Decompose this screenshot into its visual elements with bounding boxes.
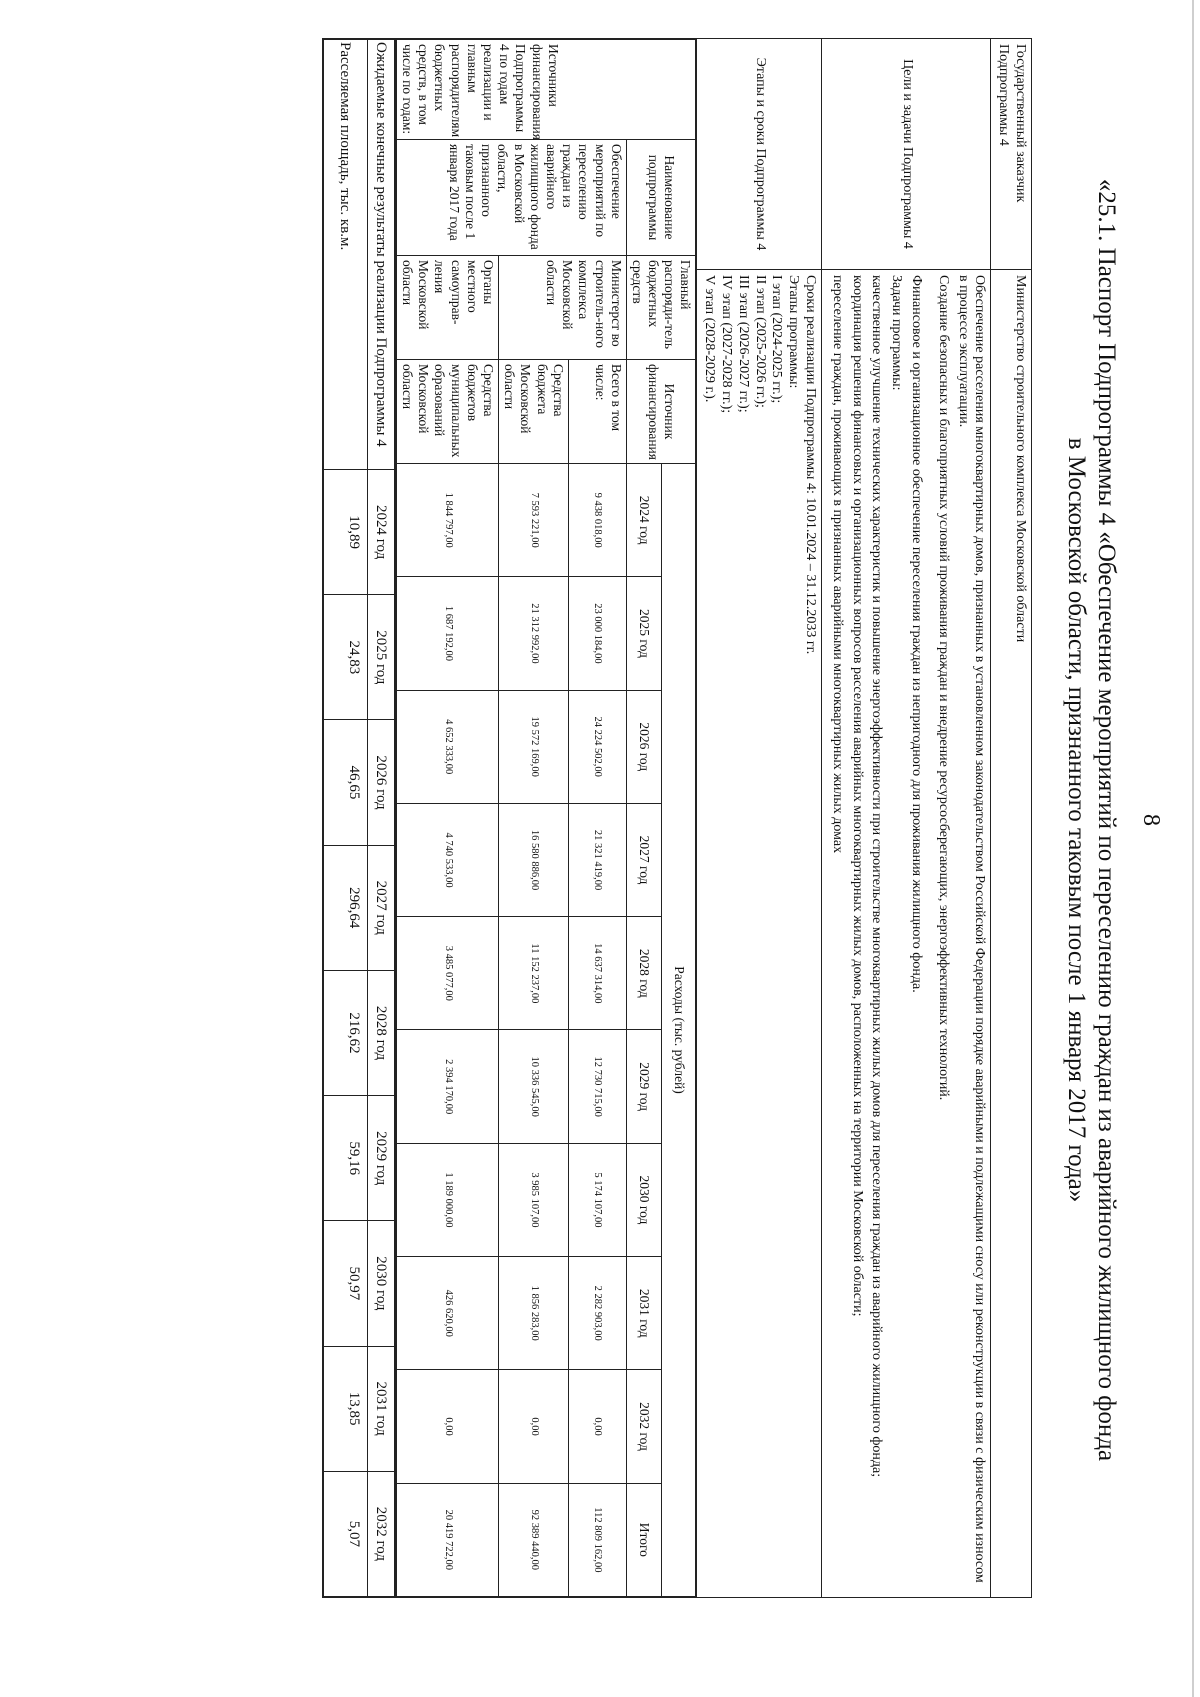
- results-table: [323, 39, 395, 1597]
- program-name: Обеспечение мероприятий по переселению граждан из аварийного жилищного фонда в Московской области, признанного таковым после 1 января 2017 года: [396, 140, 626, 256]
- year-header: 2031 год: [367, 1346, 394, 1471]
- stages-label: Этапы и сроки Подпрограммы 4: [697, 39, 822, 270]
- customer-label: Государственный заказчик Подпрограммы 4: [991, 39, 1032, 270]
- funding-source: Средства бюджета Московской области: [498, 360, 568, 464]
- table-cell: 23 000 184,00: [568, 577, 626, 690]
- table-cell: 4 740 533,00: [396, 803, 498, 916]
- year-header: 2025 год: [367, 595, 394, 720]
- col-program-name: Наименование подпрограммы: [626, 140, 696, 256]
- financing-table: [396, 39, 697, 1597]
- table-cell: 21 321 419,00: [568, 803, 626, 916]
- year-header: 2031 год: [626, 1257, 661, 1370]
- table-cell: 10 336 545,00: [498, 1030, 568, 1143]
- funding-source: Всего в том числе:: [568, 360, 626, 464]
- table-cell: 21 312 992,00: [498, 577, 568, 690]
- stage-line: V этап (2028-2029 г.).: [702, 275, 718, 403]
- table-cell: 5 174 107,00: [568, 1143, 626, 1256]
- table-cell: 20 419 722,00: [396, 1483, 498, 1596]
- table-cell: 4 652 333,00: [396, 690, 498, 803]
- stage-line: Сроки реализации Подпрограммы 4: 10.01.2024 – 31.12.2033 гг.: [803, 275, 819, 655]
- goal-paragraph: Создание безопасных и благоприятных условий проживания граждан и внедрение ресурсосберегающих, энергоэффективных технологий.: [935, 275, 951, 1101]
- table-cell: 0,00: [396, 1370, 498, 1483]
- result-value: 59,16: [323, 1096, 367, 1221]
- year-header: 2030 год: [367, 1221, 394, 1346]
- financing-row: [395, 39, 697, 1598]
- table-cell: 14 637 314,00: [568, 917, 626, 1030]
- title-line-1: «25.1. Паспорт Подпрограммы 4 «Обеспечение мероприятий по переселению граждан из аварийного жилищного фонда: [1093, 178, 1120, 1462]
- table-cell: 1 856 283,00: [498, 1257, 568, 1370]
- stage-line: IV этап (2027-2028 гг.);: [719, 275, 735, 414]
- table-cell: 3 985 107,00: [498, 1143, 568, 1256]
- table-cell: 0,00: [568, 1370, 626, 1483]
- table-cell: 0,00: [498, 1370, 568, 1483]
- stages-content: [697, 270, 822, 1598]
- table-cell: 426 620,00: [396, 1257, 498, 1370]
- goal-paragraph: Финансовое и организационное обеспечение переселения граждан из непригодного для проживания жилищного фонда.: [909, 275, 925, 993]
- result-value: 296,64: [323, 845, 367, 970]
- table-cell: 16 580 886,00: [498, 803, 568, 916]
- year-header: 2028 год: [367, 970, 394, 1095]
- table-cell: 2 394 170,00: [396, 1030, 498, 1143]
- year-header: 2032 год: [367, 1471, 394, 1596]
- goals-row: [822, 39, 991, 1598]
- task-item: переселение граждан, проживающих в признанных аварийными многоквартирных жилых домах: [829, 275, 845, 854]
- table-cell: 9 438 018,00: [568, 464, 626, 577]
- year-header: 2024 год: [626, 464, 661, 577]
- indicator-name: Расселяемая площадь, тыс. кв.м.: [323, 40, 367, 470]
- table-cell: 12 730 715,00: [568, 1030, 626, 1143]
- year-header: 2032 год: [626, 1370, 661, 1483]
- scan-edge-line: [1192, 0, 1194, 1697]
- customer-row: [991, 39, 1032, 1598]
- budget-manager: Министерст во строитель-ного комплекса Московской области: [498, 256, 626, 360]
- page-title: [1062, 30, 1121, 1610]
- budget-manager: Органы местного самоуправ-ления Московской области: [396, 256, 498, 360]
- year-header: 2026 год: [626, 690, 661, 803]
- stage-line: II этап (2025-2026 гг.);: [752, 275, 768, 408]
- stages-row: [697, 39, 822, 1598]
- table-cell: 19 572 169,00: [498, 690, 568, 803]
- rotated-page: [90, 30, 1170, 1610]
- page-number: 8: [1138, 814, 1164, 826]
- goals-content: [822, 270, 991, 1598]
- table-cell: 1 189 000,00: [396, 1143, 498, 1256]
- results-cell: [322, 39, 395, 1598]
- table-cell: 92 389 440,00: [498, 1483, 568, 1596]
- title-line-2: в Московской области, признанного таковым после 1 января 2017 года»: [1063, 437, 1091, 1203]
- financing-cell: [395, 39, 697, 1598]
- stage-line: Этапы программы:: [786, 275, 802, 389]
- year-header: 2027 год: [367, 845, 394, 970]
- task-item: качественное улучшение технических характеристик и повышение энергоэффективности при строительстве многоквартирных жилых домов для переселения граждан из аварийного жилищного фонда;: [869, 275, 885, 1478]
- passport-table: [322, 38, 1032, 1598]
- year-header: 2026 год: [367, 720, 394, 845]
- total-header: Итого: [626, 1483, 661, 1596]
- task-item: координация решения финансовых и организационных вопросов расселения аварийных многоквартирных жилых домов, расположенных на территории Московской области;: [849, 275, 865, 1317]
- table-cell: 2 282 903,00: [568, 1257, 626, 1370]
- year-header: 2024 год: [367, 470, 394, 595]
- customer-value: Министерство строительного комплекса Московской области: [991, 270, 1032, 1598]
- stage-line: I этап (2024-2025 гг.);: [769, 275, 785, 404]
- stage-line: III этап (2026-2027 гг.);: [735, 275, 751, 413]
- goals-label: Цели и задачи Подпрограммы 4: [822, 39, 991, 270]
- year-header: 2027 год: [626, 803, 661, 916]
- table-cell: 3 485 077,00: [396, 917, 498, 1030]
- table-cell: 24 224 502,00: [568, 690, 626, 803]
- table-cell: 7 593 221,00: [498, 464, 568, 577]
- result-value: 50,97: [323, 1221, 367, 1346]
- expenses-header: Расходы (тыс. рублей): [661, 464, 696, 1597]
- results-label: Ожидаемые конечные результаты реализации Подпрограммы 4: [367, 40, 394, 470]
- result-value: 5,07: [323, 1471, 367, 1596]
- result-value: 24,83: [323, 595, 367, 720]
- tasks-heading: Задачи программы:: [889, 275, 905, 391]
- table-cell: 112 809 162,00: [568, 1483, 626, 1596]
- result-value: 13,85: [323, 1346, 367, 1471]
- col-budget-manager: Главный распоряди-тель бюджетных средств: [626, 256, 696, 360]
- year-header: 2029 год: [626, 1030, 661, 1143]
- goal-paragraph: Обеспечение расселения многоквартирных домов, признанных в установленном законодательством Российской Федерации порядке аварийными и подлежащими сносу или реконструкции в связи с физическим износом в процессе эксплуатации.: [955, 275, 988, 1583]
- results-row: [322, 39, 395, 1598]
- year-header: 2028 год: [626, 917, 661, 1030]
- financing-label: Источники финансирования Подпрограммы 4 по годам реализации и главным распорядителям бюджетных средств, в том числе по годам:: [396, 40, 696, 140]
- table-cell: 11 152 237,00: [498, 917, 568, 1030]
- col-funding-source: Источник финансирования: [626, 360, 696, 464]
- result-value: 46,65: [323, 720, 367, 845]
- year-header: 2029 год: [367, 1096, 394, 1221]
- result-value: 10,89: [323, 470, 367, 595]
- year-header: 2025 год: [626, 577, 661, 690]
- table-cell: 1 844 797,00: [396, 464, 498, 577]
- year-header: 2030 год: [626, 1143, 661, 1256]
- funding-source: Средства бюджетов муниципальных образований Московской области: [396, 360, 498, 464]
- table-cell: 1 687 192,00: [396, 577, 498, 690]
- result-value: 216,62: [323, 970, 367, 1095]
